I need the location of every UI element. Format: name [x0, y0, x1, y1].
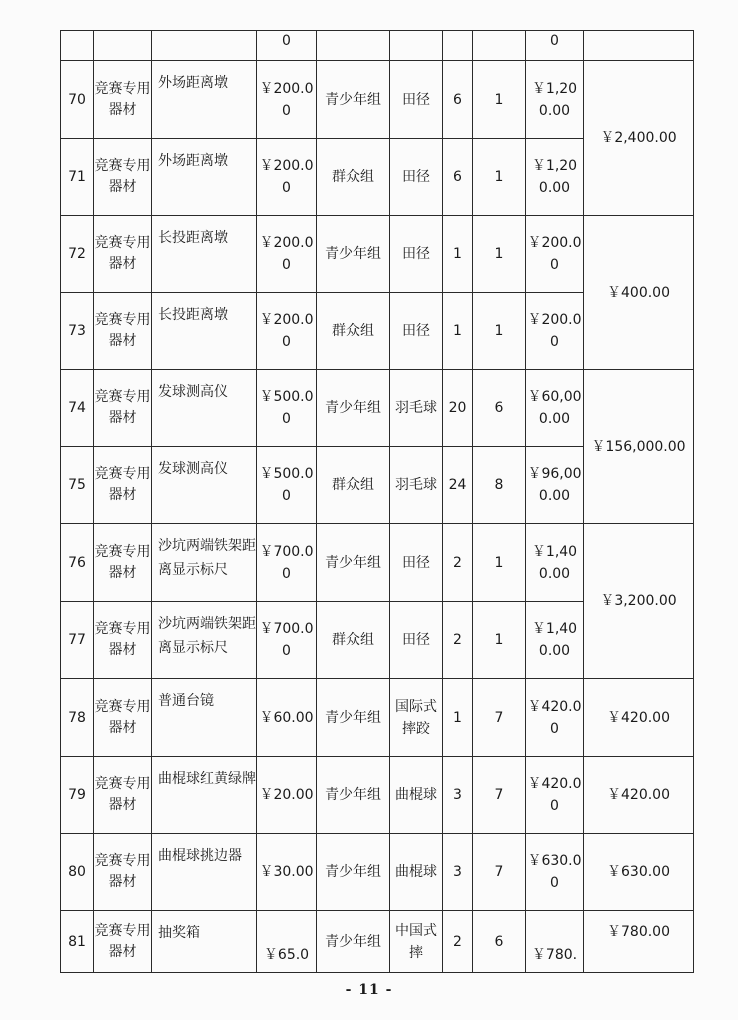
- category-cell: 竞赛专用器材: [94, 911, 152, 973]
- subtotal-cell: ￥2,400.00: [584, 61, 694, 216]
- item-name: 抽奖箱: [152, 911, 257, 973]
- quantity-cell: 20: [443, 370, 473, 447]
- sport-cell: 田径: [390, 293, 443, 370]
- table-row: [61, 757, 694, 834]
- row-number: 77: [61, 602, 94, 679]
- group-cell: 青少年组: [317, 216, 390, 293]
- price-cell: ￥200.00: [257, 216, 317, 293]
- subtotal-cell: ￥420.00: [584, 757, 694, 834]
- quantity-cell: 6: [443, 139, 473, 216]
- price-cell: ￥60.00: [257, 679, 317, 757]
- category-cell: 竞赛专用器材: [94, 679, 152, 757]
- amount-cell: ￥420.00: [526, 757, 584, 834]
- sport-cell: 田径: [390, 61, 443, 139]
- price-cell: ￥500.00: [257, 370, 317, 447]
- group-cell: 群众组: [317, 293, 390, 370]
- amount-cell: ￥96,000.00: [526, 447, 584, 524]
- price-cell: ￥200.00: [257, 139, 317, 216]
- group-cell: 群众组: [317, 139, 390, 216]
- unit-cell: 7: [473, 834, 526, 911]
- quantity-cell: 2: [443, 911, 473, 973]
- unit-cell: 1: [473, 602, 526, 679]
- item-name: 普通台镜: [152, 679, 257, 757]
- sport-cell: 羽毛球: [390, 370, 443, 447]
- price-cell: ￥20.00: [257, 757, 317, 834]
- sport-cell: 羽毛球: [390, 447, 443, 524]
- page-number: - 11 -: [345, 982, 393, 998]
- quantity-cell: 3: [443, 757, 473, 834]
- price-cell: 0: [257, 31, 317, 61]
- row-number: 81: [61, 911, 94, 973]
- price-cell: ￥200.00: [257, 61, 317, 139]
- price-cell: ￥30.00: [257, 834, 317, 911]
- quantity-cell: 2: [443, 602, 473, 679]
- table-row: [61, 370, 694, 447]
- item-name: 外场距离墩: [152, 139, 257, 216]
- unit-cell: 1: [473, 524, 526, 602]
- table-row: [61, 31, 694, 61]
- price-cell: ￥500.00: [257, 447, 317, 524]
- table-row: [61, 61, 694, 139]
- subtotal-cell: ￥156,000.00: [584, 370, 694, 524]
- item-name: 曲棍球红黄绿牌: [152, 757, 257, 834]
- item-name: 曲棍球挑边器: [152, 834, 257, 911]
- group-cell: 青少年组: [317, 911, 390, 973]
- quantity-cell: 6: [443, 61, 473, 139]
- table-row: [61, 679, 694, 757]
- category-cell: 竞赛专用器材: [94, 139, 152, 216]
- amount-cell: ￥200.00: [526, 216, 584, 293]
- group-cell: 青少年组: [317, 61, 390, 139]
- group-cell: 青少年组: [317, 370, 390, 447]
- row-number: 78: [61, 679, 94, 757]
- quantity-cell: 3: [443, 834, 473, 911]
- category-cell: 竞赛专用器材: [94, 447, 152, 524]
- amount-cell: ￥1,200.00: [526, 139, 584, 216]
- row-number: 79: [61, 757, 94, 834]
- amount-cell: ￥630.00: [526, 834, 584, 911]
- unit-cell: 6: [473, 911, 526, 973]
- price-cell: ￥700.00: [257, 602, 317, 679]
- row-number: 75: [61, 447, 94, 524]
- table-row: [61, 524, 694, 602]
- quantity-cell: 1: [443, 216, 473, 293]
- table-row: [61, 834, 694, 911]
- amount-cell: ￥1,400.00: [526, 602, 584, 679]
- category-cell: 竞赛专用器材: [94, 293, 152, 370]
- item-name: 外场距离墩: [152, 61, 257, 139]
- sport-cell: 曲棍球: [390, 834, 443, 911]
- subtotal-cell: ￥3,200.00: [584, 524, 694, 679]
- sport-cell: 曲棍球: [390, 757, 443, 834]
- price-cell: ￥700.00: [257, 524, 317, 602]
- amount-cell: ￥1,400.00: [526, 524, 584, 602]
- category-cell: 竞赛专用器材: [94, 216, 152, 293]
- item-name: 沙坑两端铁架距离显示标尺: [152, 524, 257, 602]
- row-number: 71: [61, 139, 94, 216]
- sport-cell: 田径: [390, 524, 443, 602]
- subtotal-cell: ￥630.00: [584, 834, 694, 911]
- price-cell: ￥65.0: [257, 911, 317, 973]
- sport-cell: 田径: [390, 139, 443, 216]
- subtotal-cell: ￥780.00: [584, 911, 694, 973]
- group-cell: 青少年组: [317, 834, 390, 911]
- row-number: 70: [61, 61, 94, 139]
- quantity-cell: 1: [443, 679, 473, 757]
- unit-cell: 1: [473, 61, 526, 139]
- unit-cell: 1: [473, 216, 526, 293]
- unit-cell: 1: [473, 139, 526, 216]
- category-cell: 竞赛专用器材: [94, 757, 152, 834]
- item-name: 长投距离墩: [152, 293, 257, 370]
- sport-cell: 中国式摔: [390, 911, 443, 973]
- row-number: 80: [61, 834, 94, 911]
- table-row: [61, 911, 694, 973]
- amount-cell: ￥60,000.00: [526, 370, 584, 447]
- table-row: [61, 216, 694, 293]
- unit-cell: 7: [473, 679, 526, 757]
- amount-cell: ￥1,200.00: [526, 61, 584, 139]
- subtotal-cell: ￥400.00: [584, 216, 694, 370]
- group-cell: 青少年组: [317, 524, 390, 602]
- quantity-cell: 24: [443, 447, 473, 524]
- item-name: 发球测高仪: [152, 447, 257, 524]
- category-cell: 竞赛专用器材: [94, 602, 152, 679]
- item-name: 沙坑两端铁架距离显示标尺: [152, 602, 257, 679]
- amount-cell: ￥780.: [526, 911, 584, 973]
- category-cell: 竞赛专用器材: [94, 61, 152, 139]
- equipment-table: [60, 30, 694, 973]
- amount-cell: ￥420.00: [526, 679, 584, 757]
- row-number: 73: [61, 293, 94, 370]
- category-cell: 竞赛专用器材: [94, 524, 152, 602]
- unit-cell: 1: [473, 293, 526, 370]
- group-cell: 青少年组: [317, 679, 390, 757]
- unit-cell: 7: [473, 757, 526, 834]
- row-number: 72: [61, 216, 94, 293]
- sport-cell: 国际式摔跤: [390, 679, 443, 757]
- sport-cell: 田径: [390, 216, 443, 293]
- unit-cell: 6: [473, 370, 526, 447]
- group-cell: 群众组: [317, 602, 390, 679]
- row-number: 74: [61, 370, 94, 447]
- row-number: 76: [61, 524, 94, 602]
- unit-cell: 8: [473, 447, 526, 524]
- category-cell: 竞赛专用器材: [94, 834, 152, 911]
- amount-cell: 0: [526, 31, 584, 61]
- quantity-cell: 2: [443, 524, 473, 602]
- group-cell: 群众组: [317, 447, 390, 524]
- item-name: 发球测高仪: [152, 370, 257, 447]
- amount-cell: ￥200.00: [526, 293, 584, 370]
- price-cell: ￥200.00: [257, 293, 317, 370]
- subtotal-cell: ￥420.00: [584, 679, 694, 757]
- quantity-cell: 1: [443, 293, 473, 370]
- item-name: 长投距离墩: [152, 216, 257, 293]
- sport-cell: 田径: [390, 602, 443, 679]
- group-cell: 青少年组: [317, 757, 390, 834]
- category-cell: 竞赛专用器材: [94, 370, 152, 447]
